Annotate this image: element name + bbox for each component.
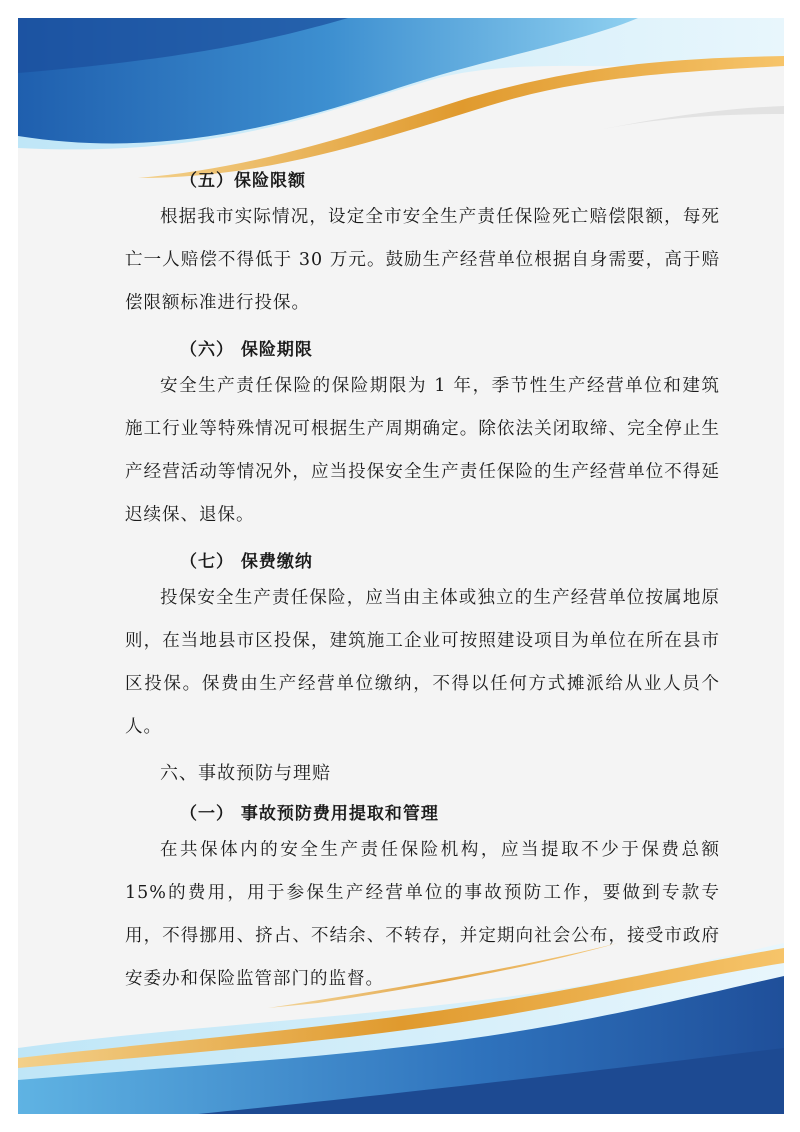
heading-premium-payment: （七） 保费缴纳: [180, 552, 313, 572]
paragraph-premium-payment: 投保安全生产责任保险，应当由主体或独立的生产经营单位按属地原则，在当地县市区投保，建筑施工企业可按照建设项目为单位在所在县市区投保。保费由生产经营单位缴纳，不得以任何方式摊派给从业人员个人。: [125, 588, 720, 737]
document-content: [125, 166, 720, 1001]
paragraph-insurance-limit: 根据我市实际情况，设定全市安全生产责任保险死亡赔偿限额，每死亡一人赔偿不得低于 30 万元。鼓励生产经营单位根据自身需要，高于赔偿限额标准进行投保。: [125, 207, 720, 313]
heading-insurance-limit: （五）保险限额: [180, 171, 306, 191]
paragraph-prevention-fee: 在共保体内的安全生产责任保险机构，应当提取不少于保费总额 15%的费用，用于参保生产经营单位的事故预防工作，要做到专款专用，不得挪用、挤占、不结余、不转存，并定期向社会公布，接受市政府安委办和保险监管部门的监督。: [125, 840, 720, 989]
heading-prevention-fee: （一） 事故预防费用提取和管理: [180, 804, 439, 824]
document-page: [18, 18, 784, 1114]
paragraph-insurance-period: 安全生产责任保险的保险期限为 1 年，季节性生产经营单位和建筑施工行业等特殊情况可根据生产周期确定。除依法关闭取缔、完全停止生产经营活动等情况外，应当投保安全生产责任保险的生产经营单位不得延迟续保、退保。: [125, 376, 720, 525]
heading-insurance-period: （六） 保险期限: [180, 340, 313, 360]
section-title-accident-prevention: 六、事故预防与理赔: [160, 763, 331, 784]
